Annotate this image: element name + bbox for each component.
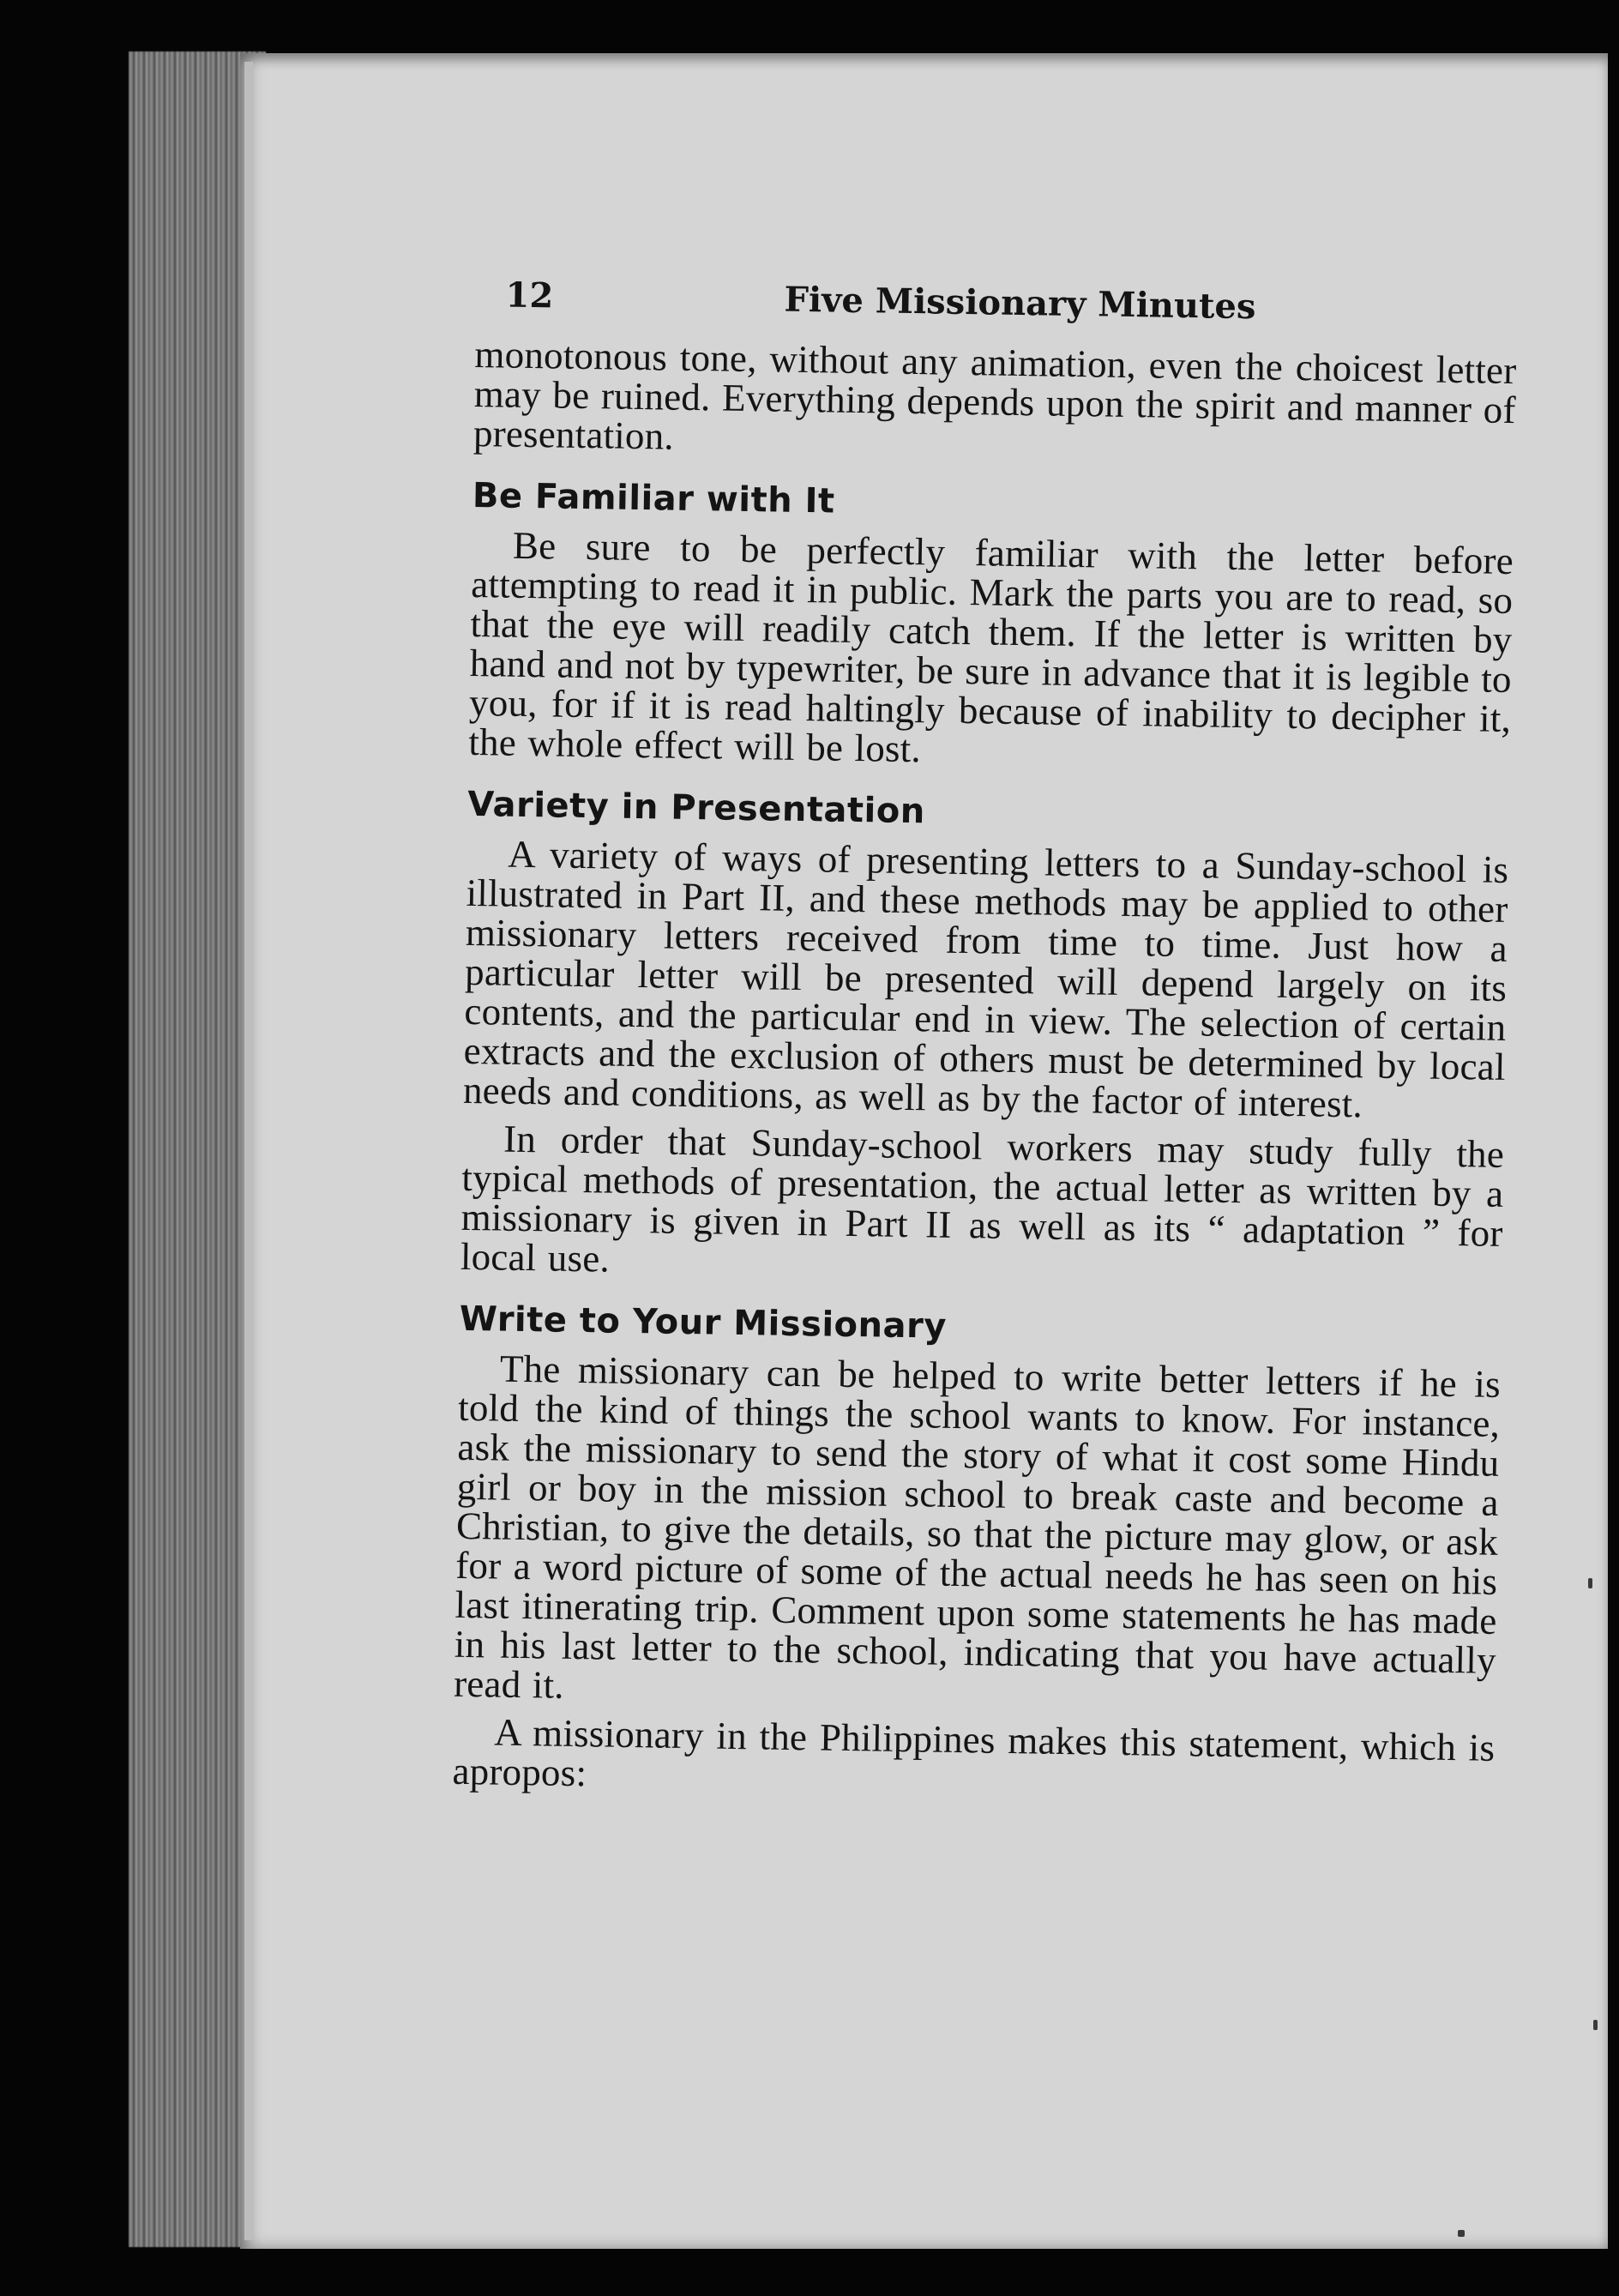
section-heading: Write to Your Missionary xyxy=(459,1299,948,1347)
paragraph: monotonous tone, without any animation, even the choicest letter may be ruined. Everything depends upon the spirit and manner of presentation. xyxy=(472,332,1517,458)
paragraph: The missionary can be helped to write better letters if he is told the kind of things the school wants to know. For instance, ask the missionary to send the story of what it cost some Hindu girl or boy in the mission school to break caste and become a Christian, to give the details, so that the picture may glow, or ask for a word picture of some of the actual needs he has seen on his last itinerating trip. Comment upon some statements he has made in his last letter to the school, indicating that you have actually read it. xyxy=(453,1347,1502,1707)
section-heading: Variety in Presentation xyxy=(466,784,926,832)
running-title: Five Missionary Minutes xyxy=(784,279,1256,328)
page-gutter xyxy=(244,62,253,2240)
section-heading: Be Familiar with It xyxy=(472,475,835,521)
page-speck xyxy=(1588,1578,1592,1588)
page-speck xyxy=(1458,2230,1465,2237)
paragraph: A missionary in the Philippines makes this statement, which is apropos: xyxy=(452,1710,1496,1795)
page-number: 12 xyxy=(505,274,554,316)
paragraph: A variety of ways of presenting letters to a Sunday-school is illustrated in Part II, and these methods may be applied to other missionary letters received from time to time. Just how a particular letter will be presented will depend largely on its contents, and the particular end in view. The selection of certain extracts and the exclusion of others must be determined by local needs and conditions, as well as by the factor of interest. xyxy=(462,832,1509,1126)
page-text xyxy=(452,274,1518,1807)
paragraph: In order that Sunday-school workers may study fully the typical methods of presentation, the actual letter as written by a missionary is given in Part II as well as its “ adaptation ” for local use. xyxy=(460,1117,1505,1281)
paragraph: Be sure to be perfectly familiar with the letter before attempting to read it in public. Mark the parts you are to read, so that the eye will readily catch them. If the letter is written by hand and not by typewriter, be sure in advance that it is legible to you, for if it is read haltingly because of inability to decipher it, the whole effect will be lost. xyxy=(468,523,1514,771)
page-speck xyxy=(1593,2020,1598,2030)
